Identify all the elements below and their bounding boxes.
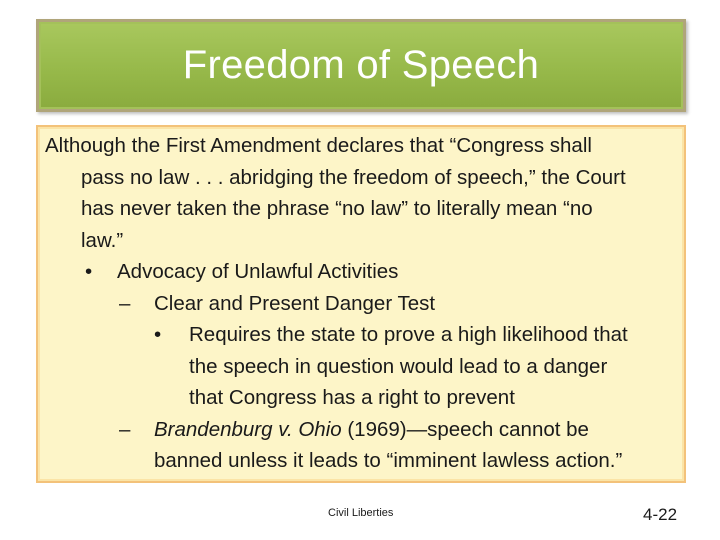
intro-line: law.”: [81, 228, 124, 252]
subsubitem-text: Requires the state to prove a high likelihood that: [189, 323, 628, 346]
subsubitem-text: the speech in question would lead to a danger: [189, 354, 608, 378]
subitem-text: Clear and Present Danger Test: [154, 291, 436, 315]
list-item-continuation: [45, 382, 681, 414]
dash-marker: –: [119, 417, 131, 441]
bullet-marker: •: [154, 323, 162, 346]
subsubitem-text: that Congress has a right to prevent: [189, 386, 515, 409]
dash-marker: –: [119, 291, 131, 315]
title-banner: [36, 19, 686, 112]
intro-line: Although the First Amendment declares that “Congress shall: [45, 134, 592, 157]
case-description: (1969)—speech cannot be: [341, 417, 589, 441]
body-text: [45, 130, 681, 477]
footer-label: Civil Liberties: [328, 507, 394, 519]
subitem-text: banned unless it leads to “imminent lawless action.”: [154, 449, 623, 472]
list-item: [45, 414, 681, 446]
bullet-marker: •: [85, 260, 93, 283]
subitem-text: [154, 414, 589, 446]
case-name: Brandenburg v. Ohio: [154, 417, 342, 441]
slide-title: Freedom of Speech: [182, 43, 540, 87]
list-item-continuation: [45, 351, 681, 383]
list-item-continuation: [45, 445, 681, 477]
list-item: [45, 288, 681, 320]
page-number: 4-22: [643, 505, 678, 524]
list-item: [45, 256, 681, 288]
intro-line: has never taken the phrase “no law” to literally mean “no: [81, 197, 593, 220]
intro-line: pass no law . . . abridging the freedom of speech,” the Court: [81, 165, 626, 189]
content-panel: [36, 125, 686, 483]
list-item: [45, 319, 681, 351]
bullet-text: Advocacy of Unlawful Activities: [117, 260, 399, 283]
